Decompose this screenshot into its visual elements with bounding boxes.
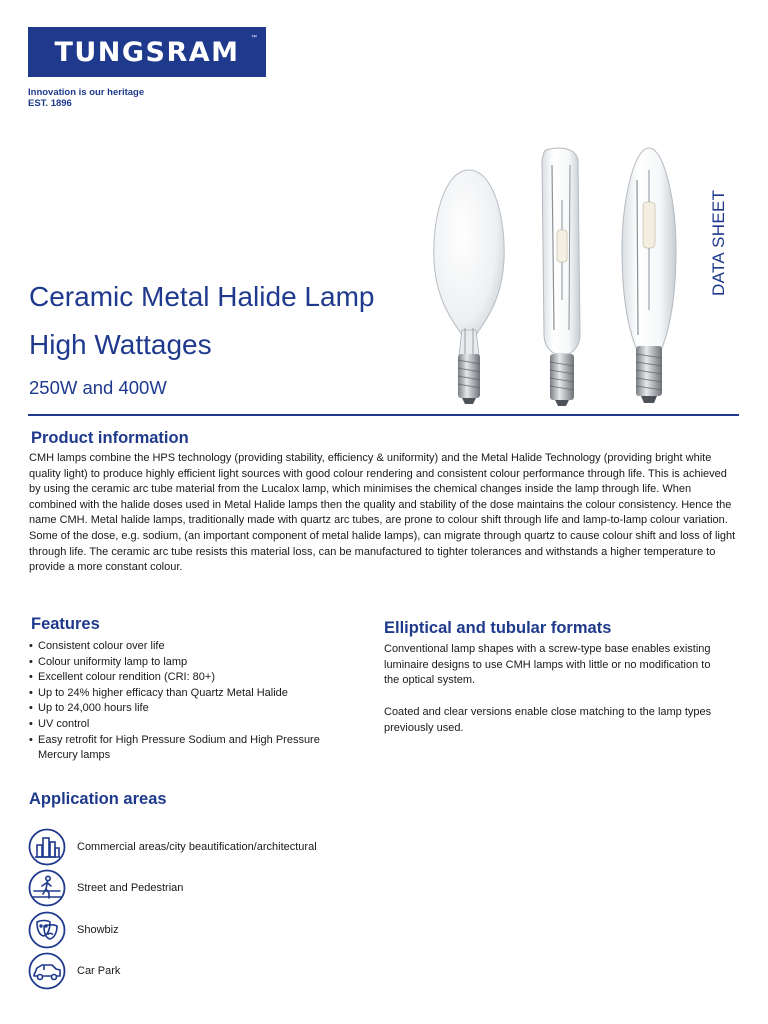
application-area-item xyxy=(28,869,183,907)
city-buildings-icon xyxy=(28,828,66,866)
features-list xyxy=(29,639,359,764)
application-area-item xyxy=(28,952,120,990)
application-area-item xyxy=(28,828,317,866)
application-area-label: Car Park xyxy=(77,965,121,977)
logo-trademark: ™ xyxy=(251,35,257,41)
car-park-icon xyxy=(28,952,66,990)
page-subtitle: 250W and 400W xyxy=(29,377,167,398)
coated-elliptical-lamp xyxy=(434,170,504,404)
list-item: • Excellent colour rendition (CRI: 80+) xyxy=(29,670,359,686)
features-heading: Features xyxy=(31,615,100,633)
list-item: • Easy retrofit for High Pressure Sodium and High Pressure Mercury lamps xyxy=(29,733,359,764)
formats-paragraph-2: Coated and clear versions enable close matching to the lamp types previously used. xyxy=(384,706,712,734)
logo-text: TUNGSRAM xyxy=(54,36,240,68)
application-areas-heading: Application areas xyxy=(29,790,167,808)
lamp-product-image xyxy=(424,140,714,410)
application-area-item xyxy=(28,911,119,949)
list-item: • Up to 24,000 hours life xyxy=(29,701,359,717)
list-item: • Up to 24% higher efficacy than Quartz Metal Halide xyxy=(29,686,359,702)
tagline-established: EST. 1896 xyxy=(28,98,72,109)
theatre-masks-icon xyxy=(28,911,66,949)
list-item: • Colour uniformity lamp to lamp xyxy=(29,655,359,671)
clear-tubular-lamp xyxy=(542,148,580,406)
application-area-label: Showbiz xyxy=(77,924,119,936)
product-information-heading: Product information xyxy=(31,429,189,447)
application-area-label: Street and Pedestrian xyxy=(77,882,184,894)
list-item: • Consistent colour over life xyxy=(29,639,359,655)
tungsram-logo xyxy=(28,27,266,77)
pedestrian-icon xyxy=(28,869,66,907)
page-title-line2: High Wattages xyxy=(29,329,212,360)
application-area-label: Commercial areas/city beautification/architectural xyxy=(77,841,317,853)
clear-elliptical-tubular-lamp xyxy=(622,148,676,403)
product-information-text: CMH lamps combine the HPS technology (providing stability, efficiency & uniformity) and the Metal Halide Technology (providing bright white quality light) to produce highly efficient light sources with good colour rendering and consistent colour performance through life. This is achieved by using the ceramic arc tube material from the Lucalox lamp, which minimises the chemical changes inside the lamp through life. When combined with the halide doses used in Metal Halide lamps then the quality and stability of the dose maintains the colour consistency. Hence the name CMH. Metal halide lamps, traditionally made with quartz arc tubes, are prone to colour shift through life and lamp-to-lamp colour variation. Some of the dose, e.g. sodium, (an important component of metal halide lamps), can migrate through quartz to cause colour shift and loss of light through life. The ceramic arc tube resists this material loss, can be manufactured to tighter tolerances and withstands a higher temperature to provide a more constant colour. xyxy=(29,452,736,574)
brand-tagline xyxy=(28,87,144,109)
list-item: • UV control xyxy=(29,717,359,733)
data-sheet-label: DATA SHEET xyxy=(709,189,728,296)
formats-heading: Elliptical and tubular formats xyxy=(384,619,612,637)
page-title: Ceramic Metal Halide Lamp xyxy=(29,281,375,312)
formats-paragraph-1: Conventional lamp shapes with a screw-type base enables existing luminaire designs to use CMH lamps with little or no modification to the optical system. xyxy=(384,643,711,687)
tagline-heritage: Innovation is our heritage xyxy=(28,87,145,98)
section-divider xyxy=(28,414,739,416)
